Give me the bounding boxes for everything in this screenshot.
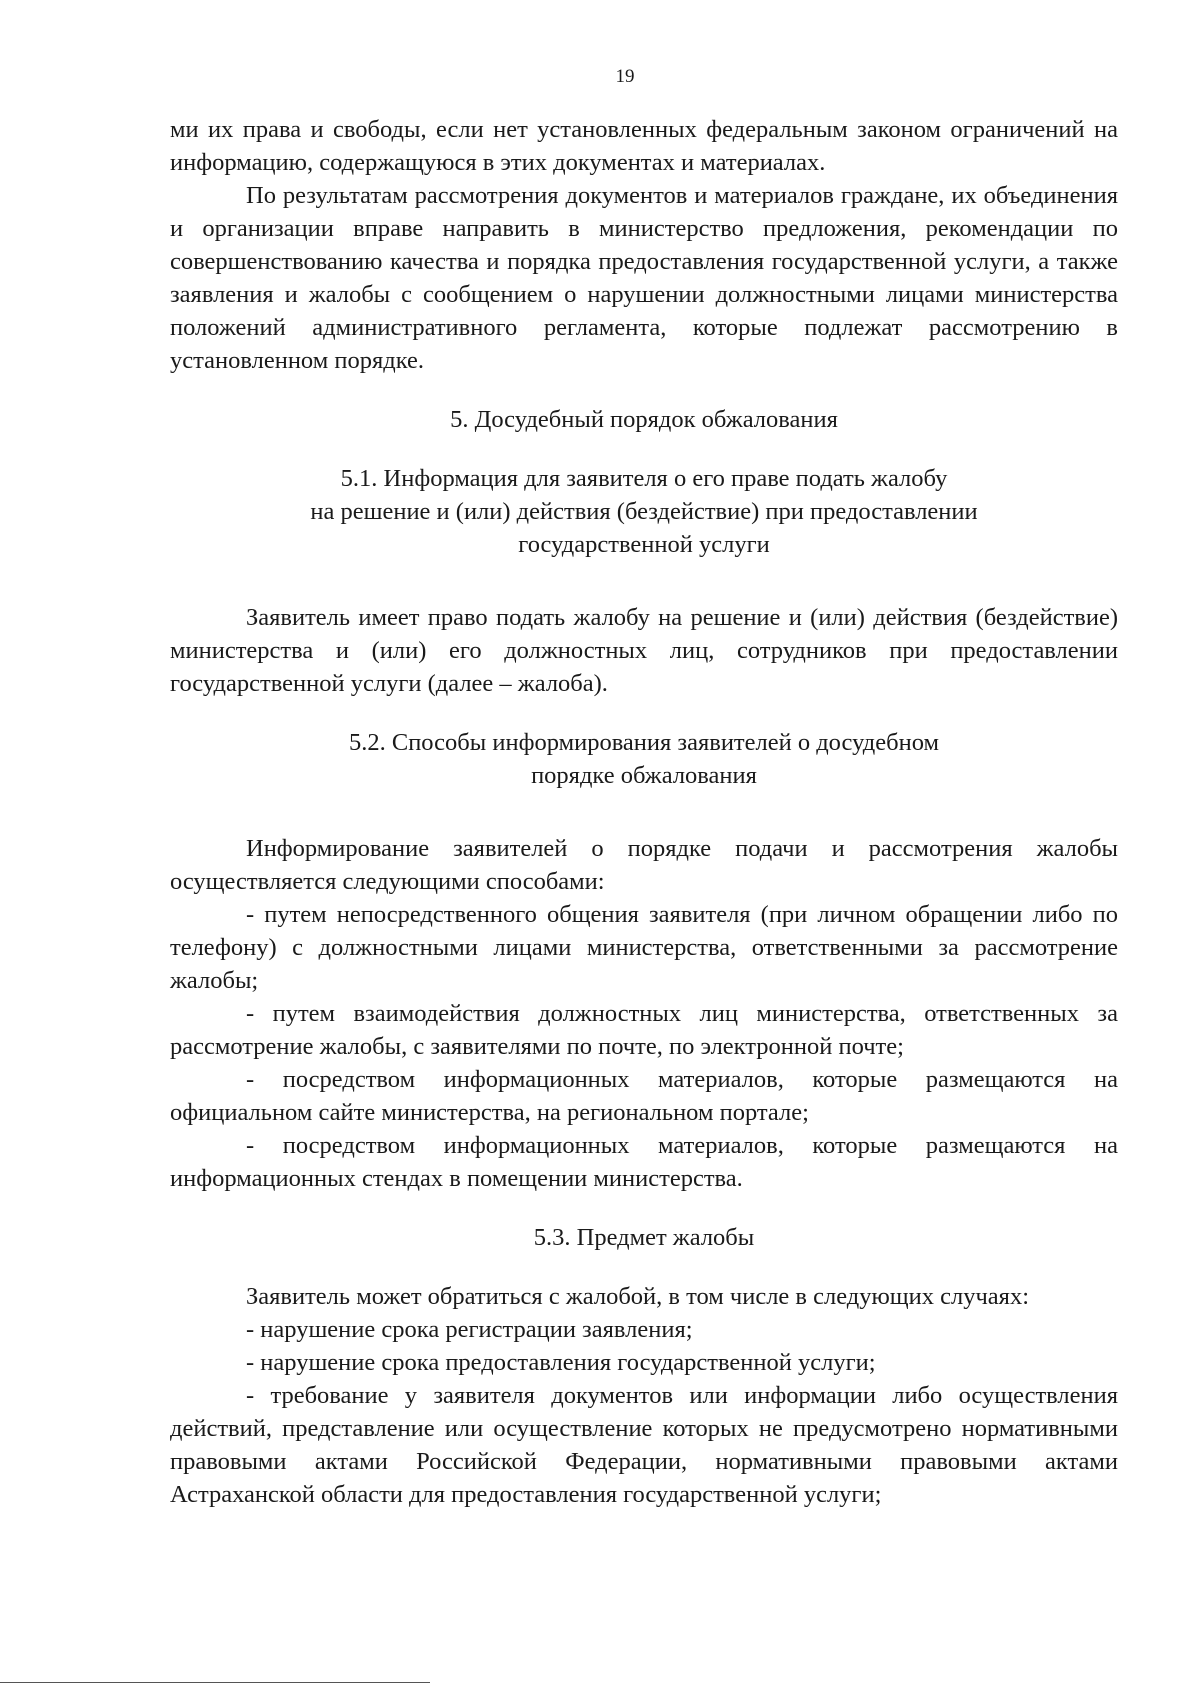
list-item-official-site: - посредством информационных материалов, которые размещаются на официальном сайте министерства, на региональном портале;	[170, 1066, 1118, 1126]
subsection-heading-5-1-line-2: на решение и (или) действия (бездействие) при предоставлении	[310, 498, 978, 525]
paragraph-informing-methods: Информирование заявителей о порядке подачи и рассмотрения жалобы осуществляется следующими способами:	[170, 835, 1118, 895]
subsection-heading-5-2-line-2: порядке обжалования	[531, 762, 757, 789]
list-item-document-requirement: - требование у заявителя документов или информации либо осуществления действий, представление или осуществление которых не предусмотрено нормативными правовыми актами Российской Федерации, нормативными правовыми актами Астраханской области для предоставления государственной услуги;	[170, 1382, 1118, 1508]
list-item-mail-interaction: - путем взаимодействия должностных лиц министерства, ответственных за рассмотрение жалобы, с заявителями по почте, по электронной почте;	[170, 1000, 1118, 1060]
list-item-info-stands: - посредством информационных материалов, которые размещаются на информационных стендах в помещении министерства.	[170, 1132, 1118, 1192]
subsection-heading-5-1-line-3: государственной услуги	[518, 531, 770, 558]
subsection-heading-5-1-line-1: 5.1. Информация для заявителя о его праве подать жалобу	[340, 465, 948, 492]
subsection-heading-5-2-line-1: 5.2. Способы информирования заявителей о досудебном	[348, 729, 940, 756]
document-body	[170, 113, 1118, 1511]
scan-edge-line	[0, 1682, 430, 1683]
list-item-service-term: - нарушение срока предоставления государственной услуги;	[246, 1349, 876, 1376]
subsection-heading-5-3: 5.3. Предмет жалобы	[533, 1224, 755, 1251]
paragraph-review-results: По результатам рассмотрения документов и материалов граждане, их объединения и организации вправе направить в министерство предложения, рекомендации по совершенствованию качества и порядка предоставления государственной услуги, а также заявления и жалобы с сообщением о нарушении должностными лицами министерства положений административного регламента, которые подлежат рассмотрению в установленном порядке.	[170, 182, 1118, 374]
paragraph-continuation: ми их права и свободы, если нет установленных федеральным законом ограничений на информацию, содержащуюся в этих документах и материалах.	[170, 116, 1118, 176]
list-item-direct-communication: - путем непосредственного общения заявителя (при личном обращении либо по телефону) с должностными лицами министерства, ответственными за рассмотрение жалобы;	[170, 901, 1118, 994]
section-heading-5: 5. Досудебный порядок обжалования	[450, 406, 838, 433]
list-item-registration-term: - нарушение срока регистрации заявления;	[246, 1316, 693, 1343]
paragraph-complaint-right: Заявитель имеет право подать жалобу на решение и (или) действия (бездействие) министерства и (или) его должностных лиц, сотрудников при предоставлении государственной услуги (далее – жалоба).	[170, 604, 1118, 697]
paragraph-complaint-cases: Заявитель может обратиться с жалобой, в том числе в следующих случаях:	[246, 1283, 1030, 1310]
page-number: 19	[615, 66, 635, 87]
